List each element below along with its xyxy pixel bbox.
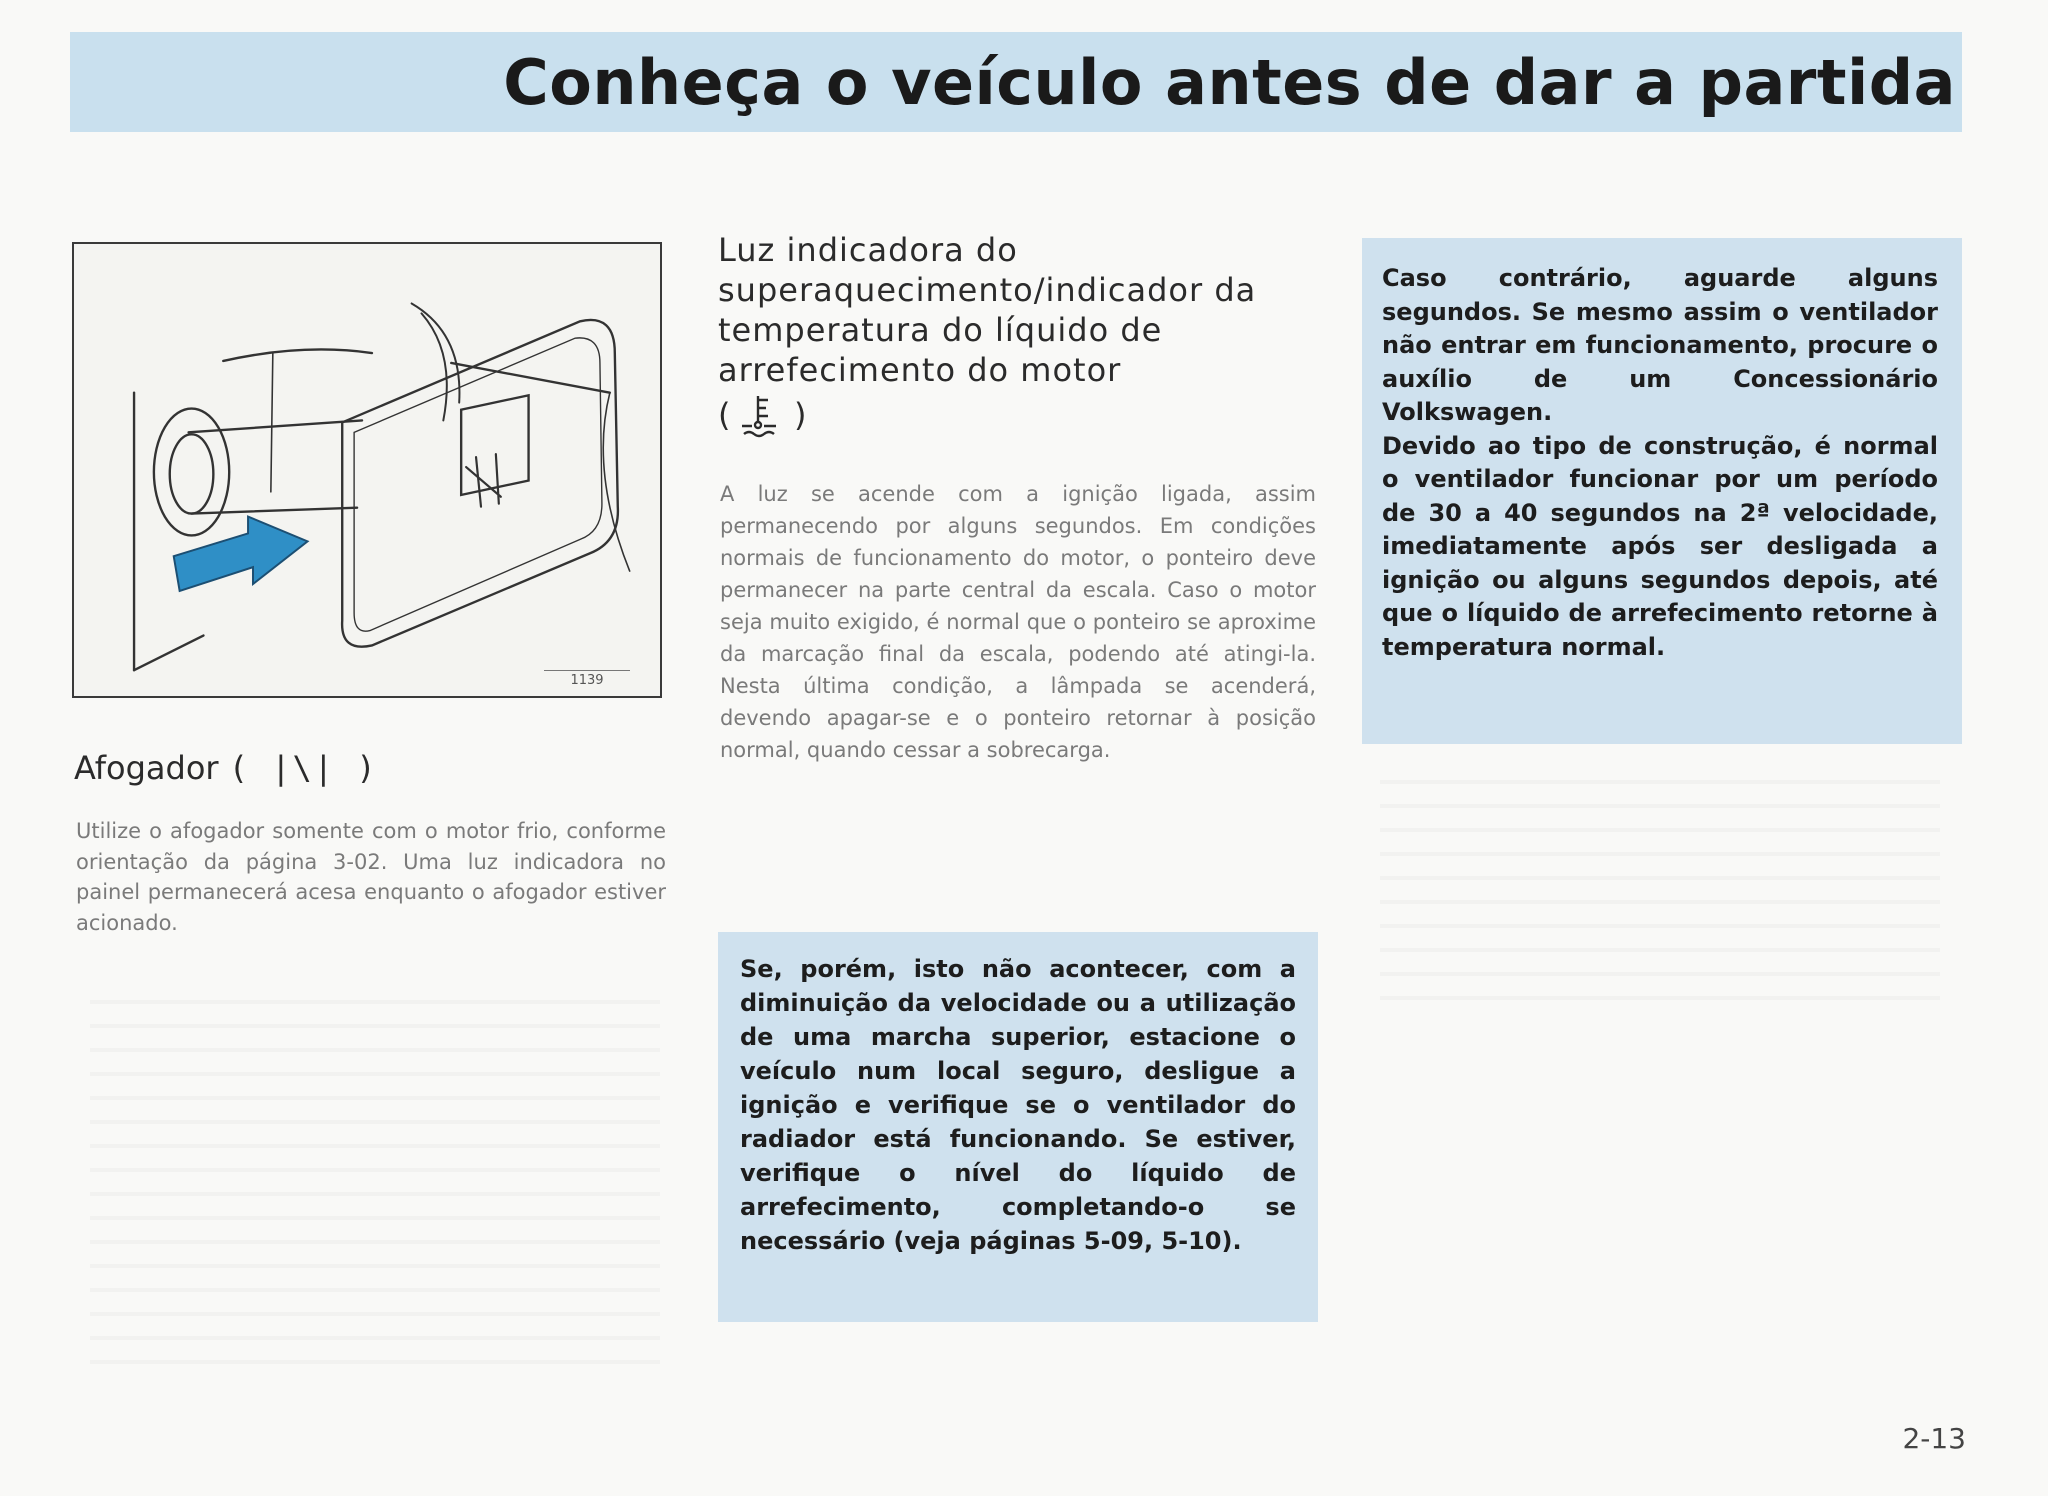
choke-symbol-icon: ( |\| ) bbox=[228, 749, 378, 787]
choke-paragraph: Utilize o afogador somente com o motor frio, conforme orientação da página 3-02. Uma luz indicadora no painel permanecerá acesa enquanto o afogador estiver acionado. bbox=[76, 819, 666, 935]
fan-runon-note-text: Devido ao tipo de construção, é normal o ventilador funcionar por um período de 30 a 40 segundos na 2ª velocidade, imediatamente após ser desligada a ignição ou alguns segundos depois, até que o líquido de arrefecimento retorne à temperatura normal. bbox=[1382, 431, 1938, 661]
svg-text:(: ( bbox=[718, 396, 731, 434]
svg-text:): ) bbox=[794, 396, 807, 434]
show-through-texture bbox=[90, 980, 660, 1380]
choke-symbol-window bbox=[461, 395, 528, 495]
fan-dealer-note-text: Caso contrário, aguarde alguns segundos. Se mesmo assim o ventilador não entrar em funcionamento, procure o auxílio de um Concessionário Volkswagen. bbox=[1382, 264, 1938, 426]
coolant-temperature-icon bbox=[718, 390, 814, 448]
choke-heading bbox=[74, 748, 378, 788]
show-through-texture bbox=[1380, 760, 1940, 1000]
coolant-temperature-symbol bbox=[718, 390, 814, 440]
page-title: Conheça o veículo antes de dar a partida bbox=[503, 46, 1956, 119]
page-number: 2-13 bbox=[1902, 1422, 1966, 1455]
fan-check-note-text: Se, porém, isto não acontecer, com a diminuição da velocidade ou a utilização de uma marcha superior, estacione o veículo num local seguro, desligue a ignição e verifique se o ventilador do radiador está funcionando. Se estiver, verifique o nível do líquido de arrefecimento, completando-o se necessário (veja páginas 5-09, 5-10). bbox=[740, 955, 1296, 1255]
bezel-ring bbox=[154, 409, 229, 536]
choke-knob-illustration bbox=[72, 242, 662, 698]
fan-operation-note-box bbox=[1362, 238, 1962, 744]
temperature-paragraph: A luz se acende com a ignição ligada, assim permanecendo por alguns segundos. Em condições normais de funcionamento do motor, o ponteiro deve permanecer na parte central da escala. Caso o motor seja muito exigido, é normal que o ponteiro se aproxime da marcação final da escala, podendo até atingi-la. Nesta última condição, a lâmpada se acenderá, devendo apagar-se e o ponteiro retornar à posição normal, quando cessar a sobrecarga. bbox=[720, 482, 1316, 762]
choke-knob-drawing bbox=[74, 244, 660, 696]
fan-check-note-box bbox=[718, 932, 1318, 1322]
figure-number: 1139 bbox=[544, 670, 630, 688]
choke-heading-text: Afogador bbox=[74, 749, 219, 787]
pull-direction-arrow bbox=[174, 517, 308, 591]
temperature-heading: Luz indicadora do superaquecimento/indicador da temperatura do líquido de arrefecimento do motor bbox=[718, 231, 1257, 389]
choke-shaft-bottom bbox=[192, 508, 358, 514]
